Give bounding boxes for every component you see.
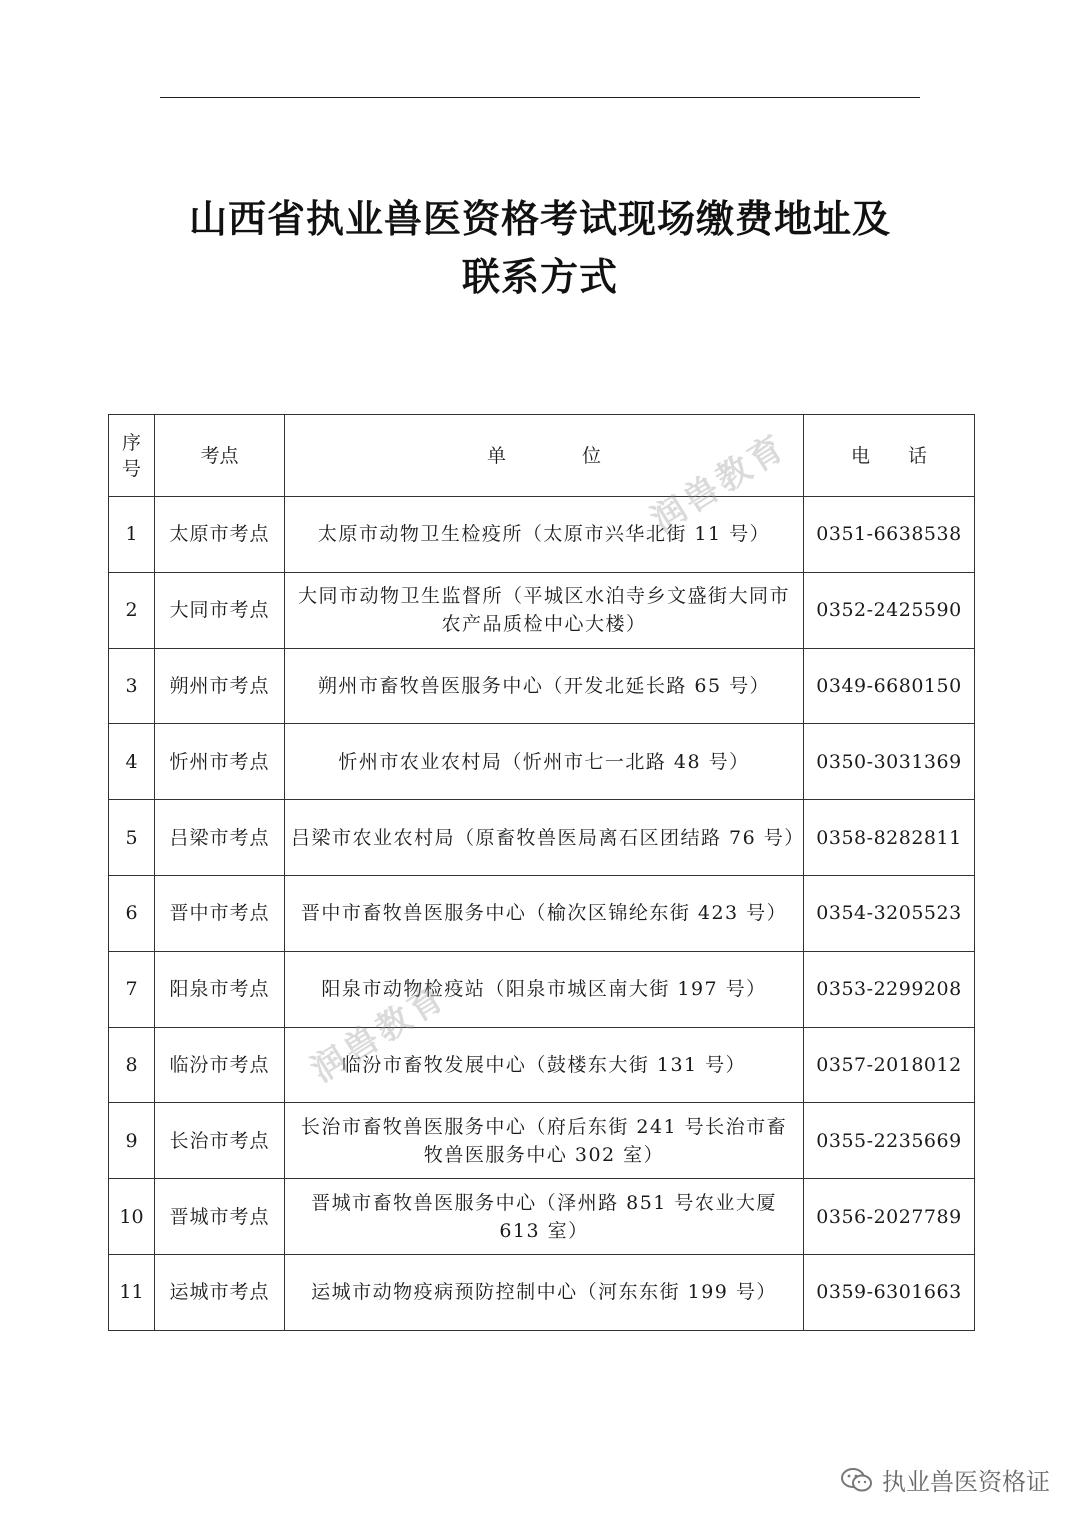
cell-site: 大同市考点: [155, 572, 285, 648]
cell-tel: 0359-6301663: [804, 1254, 975, 1330]
top-rule: [160, 97, 920, 98]
cell-unit: 大同市动物卫生监督所（平城区水泊寺乡文盛街大同市农产品质检中心大楼）: [285, 572, 804, 648]
watermark: 润兽教育: [304, 976, 455, 1091]
table-row: [109, 572, 975, 648]
wechat-icon: [840, 1467, 874, 1493]
cell-unit: 吕梁市农业农村局（原畜牧兽医局离石区团结路 76 号）: [285, 800, 804, 876]
cell-site: 临汾市考点: [155, 1027, 285, 1103]
footer-brand: [840, 1462, 1050, 1497]
cell-site: 吕梁市考点: [155, 800, 285, 876]
header-unit: 单 位: [285, 415, 804, 497]
contact-table: [108, 414, 975, 1331]
table-header-row: [109, 415, 975, 497]
cell-unit: 晋城市畜牧兽医服务中心（泽州路 851 号农业大厦 613 室）: [285, 1179, 804, 1255]
cell-unit: 朔州市畜牧兽医服务中心（开发北延长路 65 号）: [285, 648, 804, 724]
footer-text: 执业兽医资格证: [882, 1468, 1050, 1496]
cell-tel: 0353-2299208: [804, 951, 975, 1027]
cell-tel: 0355-2235669: [804, 1103, 975, 1179]
cell-tel: 0357-2018012: [804, 1027, 975, 1103]
table-row: [109, 800, 975, 876]
cell-site: 太原市考点: [155, 497, 285, 573]
cell-unit: 太原市动物卫生检疫所（太原市兴华北街 11 号）: [285, 497, 804, 573]
cell-site: 晋中市考点: [155, 875, 285, 951]
table-row: [109, 875, 975, 951]
cell-tel: 0354-3205523: [804, 875, 975, 951]
cell-site: 运城市考点: [155, 1254, 285, 1330]
table-row: [109, 1254, 975, 1330]
cell-no: 1: [109, 497, 155, 573]
watermark: 润兽教育: [644, 426, 795, 541]
cell-no: 8: [109, 1027, 155, 1103]
header-no: 序 号: [109, 415, 155, 497]
cell-tel: 0349-6680150: [804, 648, 975, 724]
table-row: [109, 497, 975, 573]
cell-no: 3: [109, 648, 155, 724]
cell-site: 朔州市考点: [155, 648, 285, 724]
cell-tel: 0352-2425590: [804, 572, 975, 648]
cell-unit: 临汾市畜牧发展中心（鼓楼东大街 131 号）: [285, 1027, 804, 1103]
header-tel: 电 话: [804, 415, 975, 497]
cell-no: 7: [109, 951, 155, 1027]
table-row: [109, 648, 975, 724]
cell-tel: 0350-3031369: [804, 724, 975, 800]
page-title: [0, 190, 1080, 306]
cell-tel: 0351-6638538: [804, 497, 975, 573]
cell-no: 6: [109, 875, 155, 951]
cell-tel: 0356-2027789: [804, 1179, 975, 1255]
cell-unit: 忻州市农业农村局（忻州市七一北路 48 号）: [285, 724, 804, 800]
cell-unit: 晋中市畜牧兽医服务中心（榆次区锦纶东街 423 号）: [285, 875, 804, 951]
title-line-1: 山西省执业兽医资格考试现场缴费地址及: [188, 197, 891, 241]
table-row: [109, 724, 975, 800]
cell-no: 9: [109, 1103, 155, 1179]
cell-site: 长治市考点: [155, 1103, 285, 1179]
cell-no: 2: [109, 572, 155, 648]
cell-no: 11: [109, 1254, 155, 1330]
table-row: [109, 1027, 975, 1103]
cell-tel: 0358-8282811: [804, 800, 975, 876]
cell-site: 阳泉市考点: [155, 951, 285, 1027]
cell-site: 晋城市考点: [155, 1179, 285, 1255]
cell-no: 4: [109, 724, 155, 800]
cell-unit: 长治市畜牧兽医服务中心（府后东街 241 号长治市畜牧兽医服务中心 302 室）: [285, 1103, 804, 1179]
cell-no: 5: [109, 800, 155, 876]
title-line-2: 联系方式: [461, 255, 618, 299]
table-row: [109, 951, 975, 1027]
table-row: [109, 1103, 975, 1179]
cell-site: 忻州市考点: [155, 724, 285, 800]
cell-unit: 运城市动物疫病预防控制中心（河东东街 199 号）: [285, 1254, 804, 1330]
cell-unit: 阳泉市动物检疫站（阳泉市城区南大街 197 号）: [285, 951, 804, 1027]
header-site: 考点: [155, 415, 285, 497]
table-row: [109, 1179, 975, 1255]
cell-no: 10: [109, 1179, 155, 1255]
